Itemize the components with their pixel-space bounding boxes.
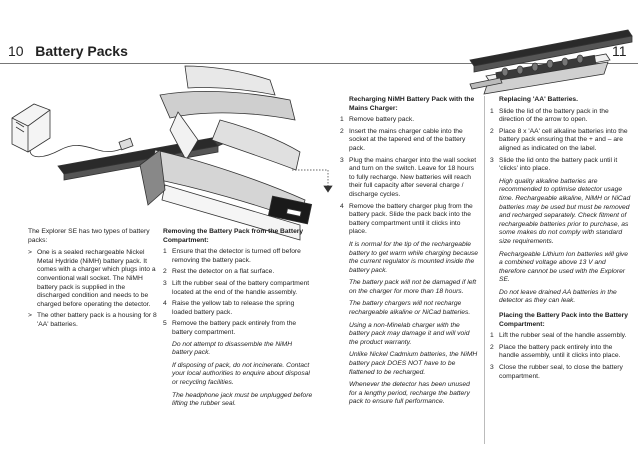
step-text: Remove the battery pack entirely from the battery compartment. <box>172 320 297 336</box>
step-number: 5 <box>163 320 167 328</box>
step-number: 3 <box>490 156 494 164</box>
detector-handle-illustration <box>140 66 312 240</box>
bullet-marker: > <box>28 249 32 257</box>
removing-step <box>163 300 313 317</box>
recharging-heading: Recharging NiMH Battery Pack with the Mains Charger: <box>349 96 475 112</box>
page-title: Battery Packs <box>35 43 128 59</box>
bullet-text: One is a sealed rechargeable Nickel Metal Hydride (NiMH) battery pack. It comes with a charger which plugs into a conventional wall socket. The NiMH battery pack is supplied in the discharged condition and needs to be charged before operating the detector. <box>37 249 156 308</box>
mains-charger-illustration <box>12 104 133 157</box>
step-text: Lift the rubber seal of the battery compartment located at the end of the handle assembly. <box>172 279 310 296</box>
recharging-note: Whenever the detector has been unused for a lengthy period, recharge the battery pack to ensure full performance. <box>349 381 470 406</box>
recharging-note: Using a non-Minelab charger with the battery pack may damage it and will void the product warranty. <box>349 321 470 346</box>
step-number: 3 <box>490 364 494 372</box>
step-number: 3 <box>163 279 167 287</box>
step-text: Slide the lid onto the battery pack until it 'clicks' into place. <box>499 156 618 173</box>
removing-column <box>163 228 313 413</box>
step-number: 1 <box>490 107 494 115</box>
aa-battery-pack-illustration <box>470 30 632 94</box>
replacing-note: Do not leave drained AA batteries in the detector as they can leak. <box>499 288 617 305</box>
recharging-note: It is normal for the tip of the rechargeable battery to get warm while charging because the current regulator is mounted inside the battery pack. <box>349 240 478 274</box>
step-number: 1 <box>490 332 494 340</box>
step-text: Ensure that the detector is turned off before removing the battery pack. <box>172 248 301 264</box>
recharging-column <box>340 96 478 411</box>
removing-note: The headphone jack must be unplugged before lifting the rubber seal. <box>172 391 313 408</box>
recharging-step <box>340 128 478 154</box>
step-text: Rest the detector on a flat surface. <box>172 268 275 276</box>
intro-bullet <box>28 249 158 309</box>
placing-step <box>490 364 632 381</box>
replacing-step <box>490 108 632 125</box>
step-number: 2 <box>163 268 167 276</box>
step-number: 2 <box>340 127 344 135</box>
removing-step <box>163 248 313 265</box>
recharging-note: Unlike Nickel Cadmium batteries, the NiMH battery pack DOES NOT have to be flattened to be recharged. <box>349 351 478 376</box>
removing-step <box>163 268 313 277</box>
step-text: Raise the yellow tab to release the spring loaded battery pack. <box>172 300 295 316</box>
removing-step <box>163 320 313 337</box>
replacing-step <box>490 128 632 154</box>
step-number: 2 <box>490 343 494 351</box>
step-text: Place 8 x 'AA' cell alkaline batteries into the battery pack ensuring that the + and – are aligned as indicated on the label. <box>499 127 628 152</box>
placing-step <box>490 344 632 361</box>
recharging-note: The battery pack will not be damaged if left on the charger for more than 18 hours. <box>349 279 477 295</box>
step-text: Plug the mains charger into the wall socket and turn on the switch. Leave for 18 hours to fully recharge. New batteries will reach their full capacity after several charge / discharge cycles. <box>349 156 477 198</box>
intro-column <box>28 228 158 333</box>
step-text: Lift the rubber seal of the handle assembly. <box>499 332 627 340</box>
column-divider <box>484 96 485 444</box>
bullet-marker: > <box>28 312 32 320</box>
step-number: 4 <box>340 202 344 210</box>
replacing-note: High quality alkaline batteries are recommended to optimise detector usage time. Rechargeable alkaline, NiMH or NiCad batteries may be used but must be removed and recharged separately. Check fitment of rechargeable batteries prior to purchase, as some makes do not comply with standard size requirements. <box>499 177 631 245</box>
replacing-column <box>490 96 632 384</box>
step-text: Insert the mains charger cable into the socket at the tapered end of the battery pack. <box>349 127 466 152</box>
replacing-note: Rechargeable Lithium Ion batteries will give a combined voltage above 13 V and therefore cannot be used with the Explorer SE. <box>499 250 628 284</box>
intro-bullet <box>28 312 158 329</box>
pointer-line <box>292 170 332 192</box>
intro-text: The Explorer SE has two types of battery packs: <box>28 228 150 244</box>
removing-heading: Removing the Battery Pack from the Battery Compartment: <box>163 228 304 244</box>
left-page-number: 10 <box>8 43 24 59</box>
replacing-heading: Replacing 'AA' Batteries. <box>499 96 578 103</box>
step-number: 2 <box>490 127 494 135</box>
removing-note: If disposing of pack, do not incinerate. Contact your local authorities to enquire about disposal or recycling facilities. <box>172 361 310 386</box>
removing-note: Do not attempt to disassemble the NiMH battery pack. <box>172 340 293 357</box>
removing-step <box>163 280 313 297</box>
recharging-step <box>340 157 478 200</box>
step-number: 1 <box>163 248 167 256</box>
step-number: 1 <box>340 116 344 124</box>
step-number: 4 <box>163 300 167 308</box>
recharging-step <box>340 203 478 237</box>
bullet-text: The other battery pack is a housing for 8 'AA' batteries. <box>37 312 157 328</box>
step-text: Slide the lid of the battery pack in the direction of the arrow to open. <box>499 107 609 124</box>
step-text: Remove battery pack. <box>349 116 415 124</box>
recharging-step <box>340 116 478 125</box>
right-page-number: 11 <box>612 43 627 59</box>
placing-step <box>490 332 632 341</box>
step-text: Remove the battery charger plug from the battery pack. Slide the pack back into the battery compartment until it clicks into place. <box>349 202 473 236</box>
step-text: Close the rubber seal, to close the battery compartment. <box>499 364 623 380</box>
step-number: 3 <box>340 156 344 164</box>
placing-heading: Placing the Battery Pack into the Battery Compartment: <box>499 312 628 328</box>
recharging-note: The battery chargers will not recharge rechargeable alkaline or NiCad batteries. <box>349 300 471 317</box>
step-text: Place the battery pack entirely into the handle assembly, until it clicks into place. <box>499 343 621 360</box>
replacing-step <box>490 157 632 174</box>
